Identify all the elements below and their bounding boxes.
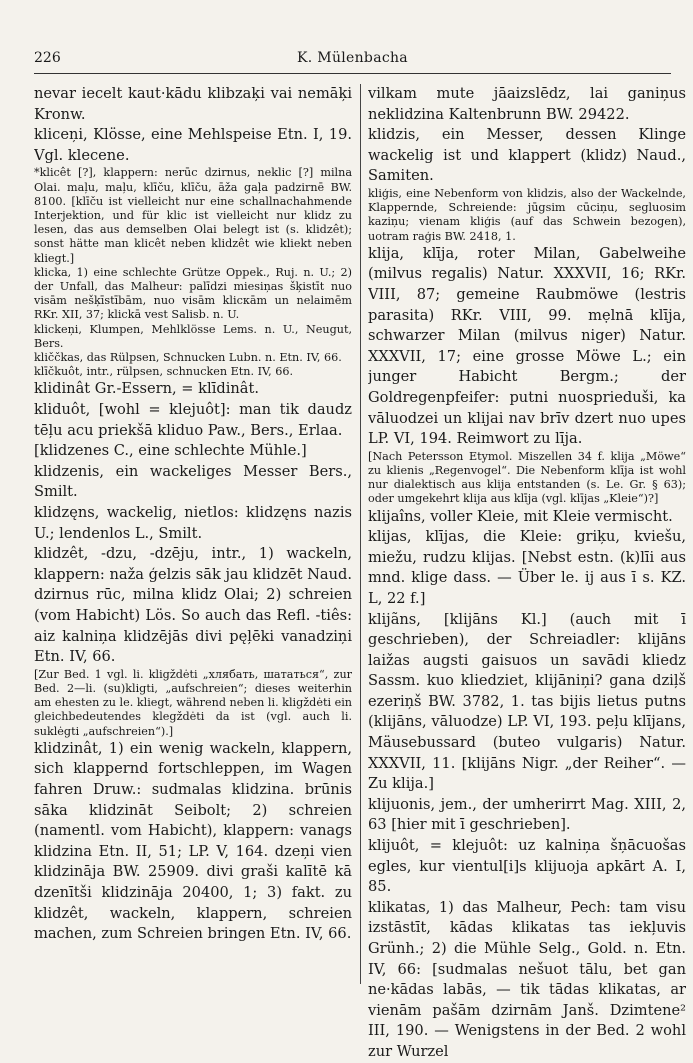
dictionary-entry: klijuôt, = klejuôt: uz kalniņa šņācuošas egles, kur vientul[i]s klijuoja apkārt A. I, 85.: [368, 837, 686, 896]
dictionary-entry: vilkam mute jāaizslēdz, lai ganiņus neklidzina Kaltenbrunn BW. 29422.: [368, 85, 686, 123]
running-head: K. Mülenbacha: [297, 50, 408, 66]
dictionary-entry: klīčkuôt, intr., rülpsen, schnucken Etn. IV, 66.: [34, 365, 294, 379]
dictionary-entry: klicka, 1) eine schlechte Grütze Oppek., Ruj. n. U.; 2) der Unfall, das Malheur: palīdzi miesiņas šķistīt nuo visām nešķīstībām, nuo visām klicкām un nelaimēm RKr. XII, 37; klickā vest Salisb. n. U.: [34, 265, 352, 322]
dictionary-entry: klijuonis, jem., der umherirrt Mag. XIII, 2, 63 [hier mit ī geschrieben].: [368, 795, 686, 834]
header-rule: [34, 73, 671, 74]
dictionary-entry: klikatas, 1) das Malheur, Pech: tam visu izstāstīt, kādas klikatas tas iekļuvis Grünh.; 2) die Mühle Selg., Gold. n. Etn. IV, 66: [sudmalas nešuot tālu, bet gan ne·kādas labās, — tik tādas klikatas, ar vienām pašām dzirnām Janš. Dzimtene² III, 190. — Wenigstens in der Bed. 2 wohl zur Wurzel: [368, 898, 686, 1060]
dictionary-entry: kliceņi, Klösse, eine Mehlspeise Etn. I, 19. Vgl. klecene.: [34, 126, 352, 164]
dictionary-entry: kliččkas, das Rülpsen, Schnucken Lubn. n. Etn. IV, 66.: [34, 351, 342, 365]
dictionary-entry: klidzêt, -dzu, -dzēju, intr., 1) wackeln, klappern: naža ģelzis sāk jau klidzēt Naud. dzirnus rūc, milna klidz Olai; 2) schreien (vom Habicht) Lös. So auch das Refl. -tiês: aiz kalniņa klidzējās divi pęļēki vanadziņi Etn. IV, 66.: [34, 545, 352, 666]
dictionary-entry: *klicêt [?], klappern: nerūc dzirnus, neklic [?] milna Olai. maļu, maļu, klīču, klīču, āža gaļa padzirnē BW. 8100. [klīču ist vielleicht nur eine schallnachahmende Interjektion, und für klic ist vielleicht nur klidz zu lesen, das aus demselben Olai belegt ist (s. klidzêt); sonst hätte man klicêt neben klidzêt wie kliekt neben kliegt.]: [34, 166, 352, 265]
dictionary-entry: klidinât Gr.-Essern, = klīdinât.: [34, 380, 259, 398]
text-columns: [34, 84, 686, 1060]
dictionary-entry: [Nach Petersson Etymol. Miszellen 34 f. klija „Möwe“ zu klienis „Regenvogel“. Die Nebenform klīja ist wohl nur dialektisch aus klija entstanden (s. Le. Gr. § 63); oder umgekehrt klija aus klīja (vgl. klījas „Kleie“)?]: [368, 449, 686, 506]
dictionary-entry: nevar iecelt kaut·kādu klibzaķi vai nemāķi Kronw.: [34, 85, 352, 123]
dictionary-entry: klijaîns, voller Kleie, mit Kleie vermischt.: [368, 507, 673, 525]
dictionary-entry: [klidzenes C., eine schlechte Mühle.]: [34, 442, 307, 460]
right-column: [368, 84, 686, 1063]
dictionary-entry: kliģis, eine Nebenform von klidzis, also der Wackelnde, Klappernde, Schreiende: jūgsim cūciņu, segluosim kaziņu; vienam kliģis (auf das Schwein bezogen), uotram raģis BW. 2418, 1.: [368, 186, 686, 243]
page-header: [34, 50, 671, 72]
dictionary-entry: kliduôt, [wohl = klejuôt]: man tik daudz tēļu acu priekšā kliduo Paw., Bers., Erlaa.: [34, 401, 352, 439]
dictionary-entry: klidzęns, wackelig, nietlos: klidzęns nazis U.; lendenlos L., Smilt.: [34, 503, 352, 542]
dictionary-entry: klija, klīja, roter Milan, Gabelweihe (milvus regalis) Natur. XXXVII, 16; RKr. VIII, 87; gemeine Raubmöwe (lestris parasita) RKr. VIII, 99. mẹlnā klīja, schwarzer Milan (milvus niger) Natur. XXXVII, 17; eine grosse Möwe L.; ein junger Habicht Bergm.; der Goldregenpfeifer: putni nuosprieduši, ka vāluodzei un klijai nav brīv dzert nuo upes LP. VI, 194. Reimwort zu līja.: [368, 244, 686, 448]
dictionary-entry: klickeņi, Klumpen, Mehlklösse Lems. n. U., Neugut, Bers.: [34, 322, 352, 350]
dictionary-entry: klidzenis, ein wackeliges Messer Bers., Smilt.: [34, 462, 352, 501]
page-number: 226: [34, 50, 61, 66]
dictionary-entry: klijãns, [klijāns Kl.] (auch mit ī geschrieben), der Schreiadler: klijāns laižas augsti gaisuos un savādi kliedz Sassm. kuo kliedziet, klijāniņi? gana dziļš ezeriņš BW. 3782, 1. tas bijis lietus putns (klijāns, vāluodze) LP. VI, 193. peļu klījans, Mäusebussard (buteo vulgaris) Natur. XXXVII, 11. [klijāns Nigr. „der Reiher“. — Zu klija.]: [368, 610, 686, 793]
dictionary-entry: klidzis, ein Messer, dessen Klinge wackelig ist und klappert (klidz) Naud., Samiten.: [368, 126, 686, 185]
dictionary-entry: [Zur Bed. 1 vgl. li. kligždėti „хлябать, шататься“, zur Bed. 2—li. (su)kligti, „aufschreien“; dieses weiterhin am ehesten zu le. kliegt, während neben li. kligždėti ein gleichbedeutendes klegždėti da ist (vgl. auch li. suklėgti „aufschreien“).]: [34, 667, 352, 738]
dictionary-entry: klidzinât, 1) ein wenig wackeln, klappern, sich klappernd fortschleppen, im Wagen fahren Druw.: sudmalas klidzina. brūnis sāka klidzināt Seibolt; 2) schreien (namentl. vom Habicht), klappern: vanags klidzina Etn. II, 51; LP. V, 164. dzeņi vien klidzināja BW. 25909. divi graši kalītē kā dzenītši klidzināja 20400, 1; 3) fakt. zu klidzêt, wackeln, klappern, schreien machen, zum Schreien bringen Etn. IV, 66.: [34, 739, 352, 943]
dictionary-entry: klijas, klījas, die Kleie: griķu, kviešu, miežu, rudzu klijas. [Nebst estn. (k)līi aus mnd. klige dass. — Über le. ij aus ī s. KZ. L, 22 f.]: [368, 528, 686, 607]
left-column: [34, 84, 352, 945]
